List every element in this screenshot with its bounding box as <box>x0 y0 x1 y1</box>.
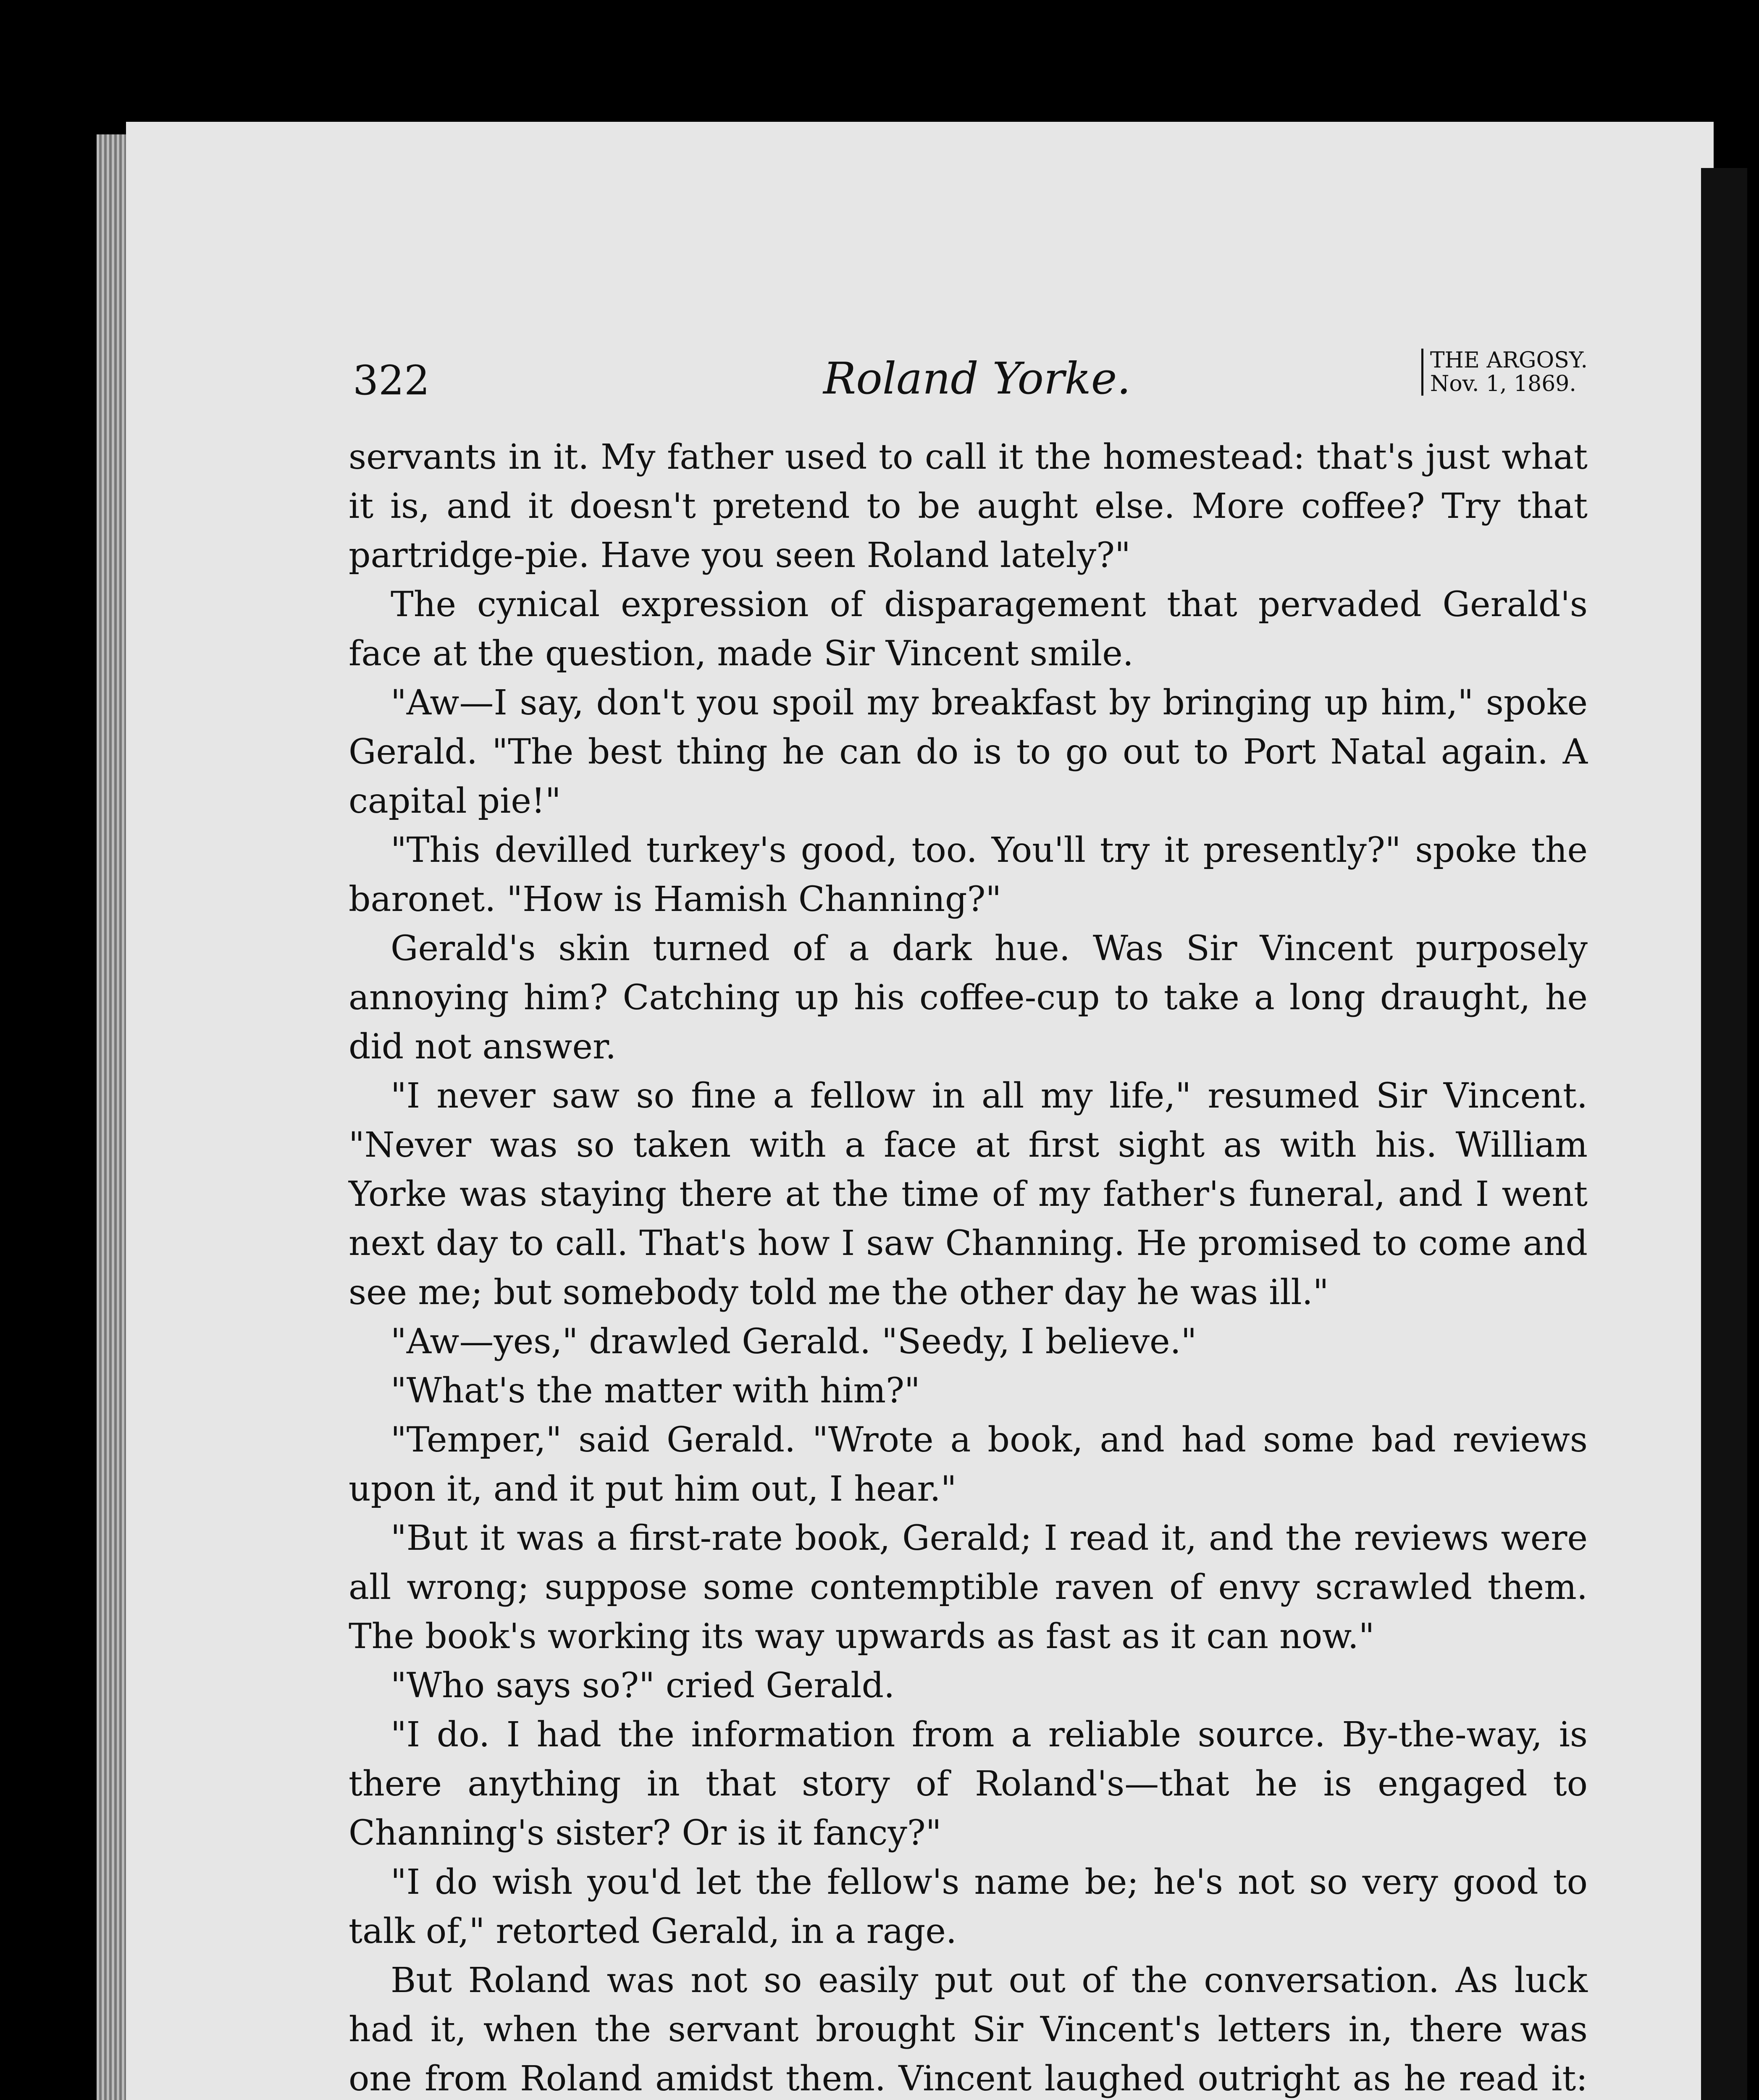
paragraph-4: "This devilled turkey's good, too. You'll try it presently?" spoke the baronet. "How is Hamish Channing?" <box>349 830 1588 919</box>
paragraph-10: "But it was a first-rate book, Gerald; I read it, and the reviews were all wrong; suppose some contemptible raven of envy scrawled them. The book's working its way upwards as fast as it can now." <box>349 1518 1588 1656</box>
paragraph-6: "I never saw so fine a fellow in all my life," resumed Sir Vincent. "Never was so taken with a face at first sight as with his. William Yorke was staying there at the time of my father's funeral, and I went next day to call. That's how I saw Channing. He promised to come and see me; but somebody told me the other day he was ill." <box>349 1076 1588 1312</box>
issue-line-2: Nov. 1, 1869. <box>1430 371 1576 396</box>
paragraph-13: "I do wish you'd let the fellow's name be; he's not so very good to talk of," retorted Gerald, in a rage. <box>349 1862 1588 1951</box>
paragraph-9: "Temper," said Gerald. "Wrote a book, and had some bad reviews upon it, and it put him out, I hear." <box>349 1420 1588 1509</box>
paragraph-12: "I do. I had the information from a reliable source. By-the-way, is there anything in that story of Roland's—that he is engaged to Channing's sister? Or is it fancy?" <box>349 1715 1588 1853</box>
paragraph-11: "Who says so?" cried Gerald. <box>391 1666 895 1706</box>
paragraph-1: servants in it. My father used to call it the homestead: that's just what it is, and it doesn't pretend to be aught else. More coffee? Try that partridge-pie. Have you seen Roland lately?" <box>349 437 1588 575</box>
paragraph-5: Gerald's skin turned of a dark hue. Was Sir Vincent purposely annoying him? Catching up his coffee-cup to take a long draught, he did not answer. <box>349 929 1588 1067</box>
paragraph-3: "Aw—I say, don't you spoil my breakfast by bringing up him," spoke Gerald. "The best thing he can do is to go out to Port Natal again. A capital pie!" <box>349 683 1588 821</box>
paragraph-14: But Roland was not so easily put out of the conversation. As luck had it, when the servant brought Sir Vincent's letters in, there was one from Roland amidst them. Vincent laughed outright as he read it: <box>349 1961 1588 2099</box>
body-text <box>349 433 1588 2100</box>
paragraph-2: The cynical expression of disparagement that pervaded Gerald's face at the question, made Sir Vincent smile. <box>349 585 1588 674</box>
issue-line-1: THE ARGOSY. <box>1430 348 1588 373</box>
paragraph-8: "What's the matter with him?" <box>391 1371 920 1411</box>
page-number: 322 <box>353 357 430 404</box>
page-header <box>353 344 1588 428</box>
next-page-edge <box>1701 168 1747 2100</box>
running-title: Roland Yorke. <box>823 353 1131 404</box>
issue-reference <box>1421 349 1588 396</box>
paragraph-7: "Aw—yes," drawled Gerald. "Seedy, I believe." <box>391 1322 1197 1362</box>
